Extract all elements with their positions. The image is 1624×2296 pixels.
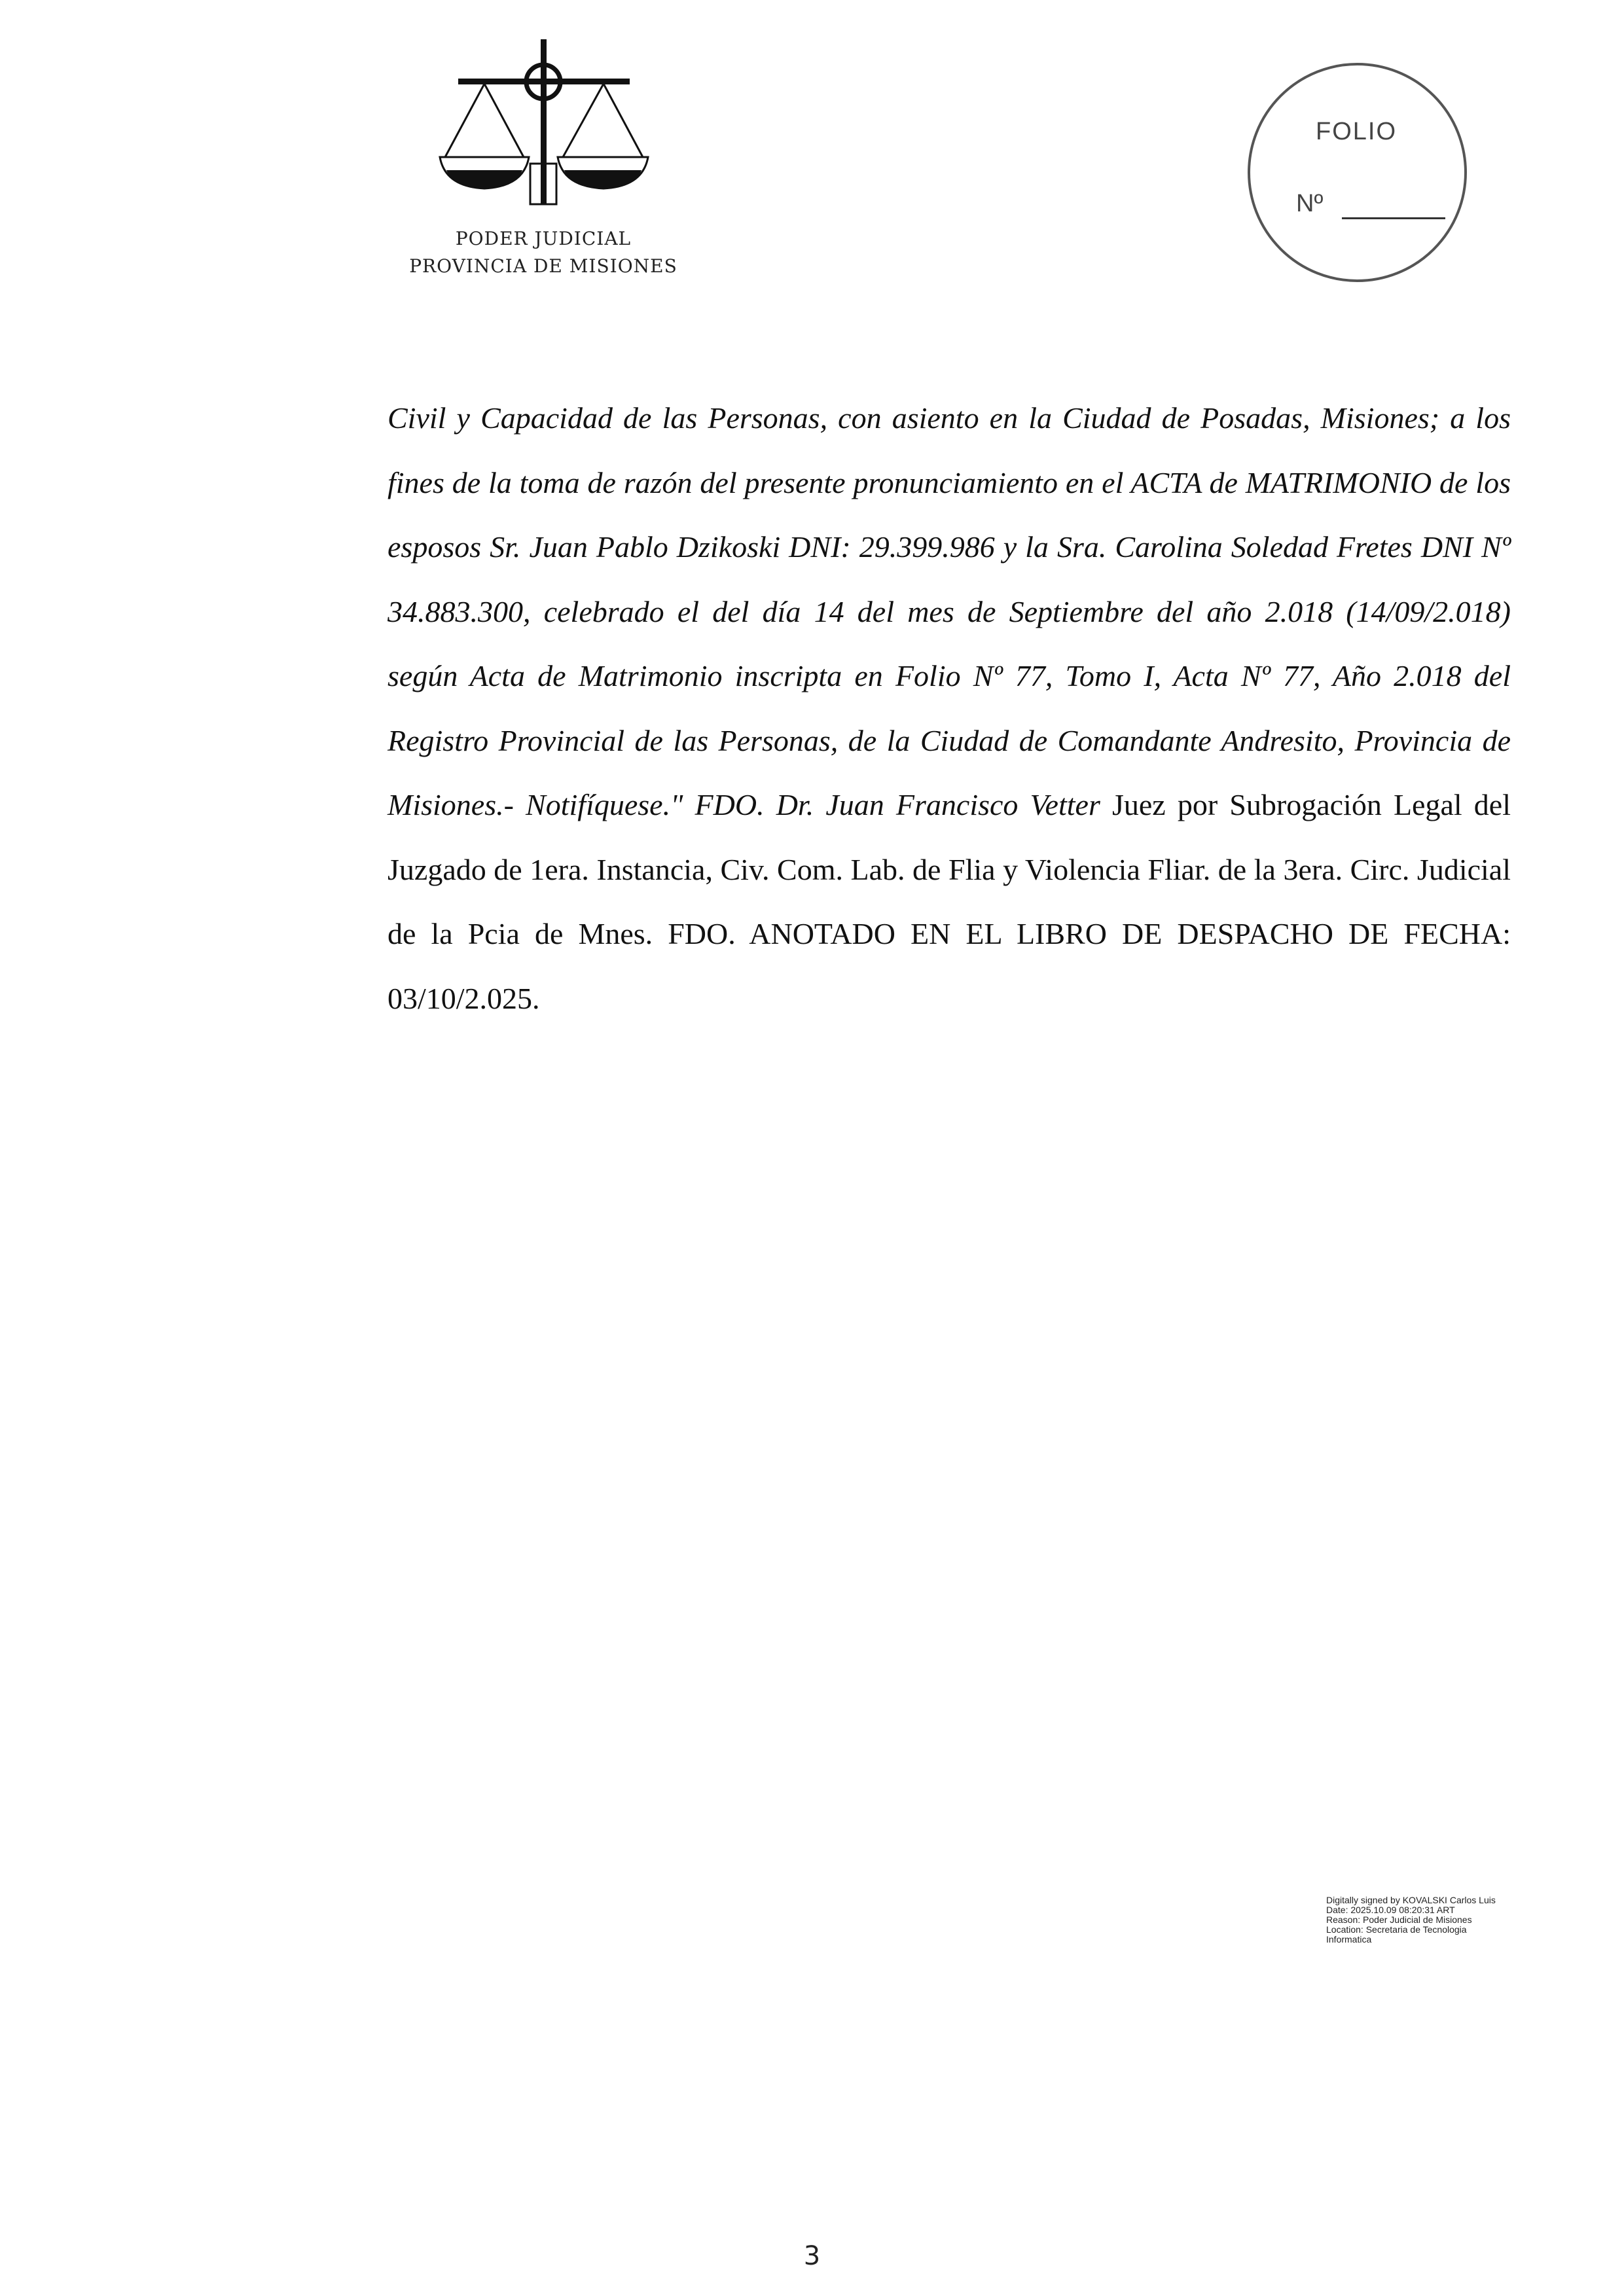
signature-signed-by: Digitally signed by KOVALSKI Carlos Luis: [1326, 1895, 1496, 1905]
logo-line-provincia: PROVINCIA DE MISIONES: [409, 255, 677, 277]
resolution-text-regular: Juez por Subrogación Legal del Juzgado de 1era. Instancia, Civ. Com. Lab. de Flia y Violencia Fliar. de la 3era. Circ. Judicial de la Pcia de Mnes. FDO. ANOTADO EN EL LIBRO DE DESPACHO DE FECHA: 03/10/2.025.: [388, 788, 1511, 1015]
signature-reason: Reason: Poder Judicial de Misiones: [1326, 1914, 1472, 1925]
folio-number-label: Nº: [1296, 190, 1324, 217]
folio-stamp: [1248, 63, 1467, 282]
folio-number-blank: [1342, 217, 1445, 219]
resolution-text-italic: Civil y Capacidad de las Personas, con asiento en la Ciudad de Posadas, Misiones; a los fines de la toma de razón del presente pronunciamiento en el ACTA de MATRIMONIO de los esposos Sr. Juan Pablo Dzikoski DNI: 29.399.986 y la Sra. Carolina Soledad Fretes DNI Nº 34.883.300, celebrado el del día 14 del mes de Septiembre del año 2.018 (14/09/2.018) según Acta de Matrimonio inscripta en Folio Nº 77, Tomo I, Acta Nº 77, Año 2.018 del Registro Provincial de las Personas, de la Ciudad de Comandante Andresito, Provincia de Misiones.- Notifíquese." FDO. Dr. Juan Francisco Vetter: [388, 401, 1511, 821]
signature-location: Location: Secretaria de Tecnologia: [1326, 1924, 1467, 1935]
resolution-text: [388, 386, 1511, 1031]
poder-judicial-logo: [406, 39, 681, 288]
page-number: 3: [803, 2241, 821, 2271]
signature-location-cont: Informatica: [1326, 1934, 1372, 1945]
logo-line-poder-judicial: PODER JUDICIAL: [455, 228, 632, 249]
signature-date: Date: 2025.10.09 08:20:31 ART: [1326, 1905, 1455, 1915]
scales-of-justice-icon: [432, 39, 655, 209]
folio-label: FOLIO: [1316, 118, 1398, 145]
digital-signature-block: [1326, 1895, 1549, 1945]
